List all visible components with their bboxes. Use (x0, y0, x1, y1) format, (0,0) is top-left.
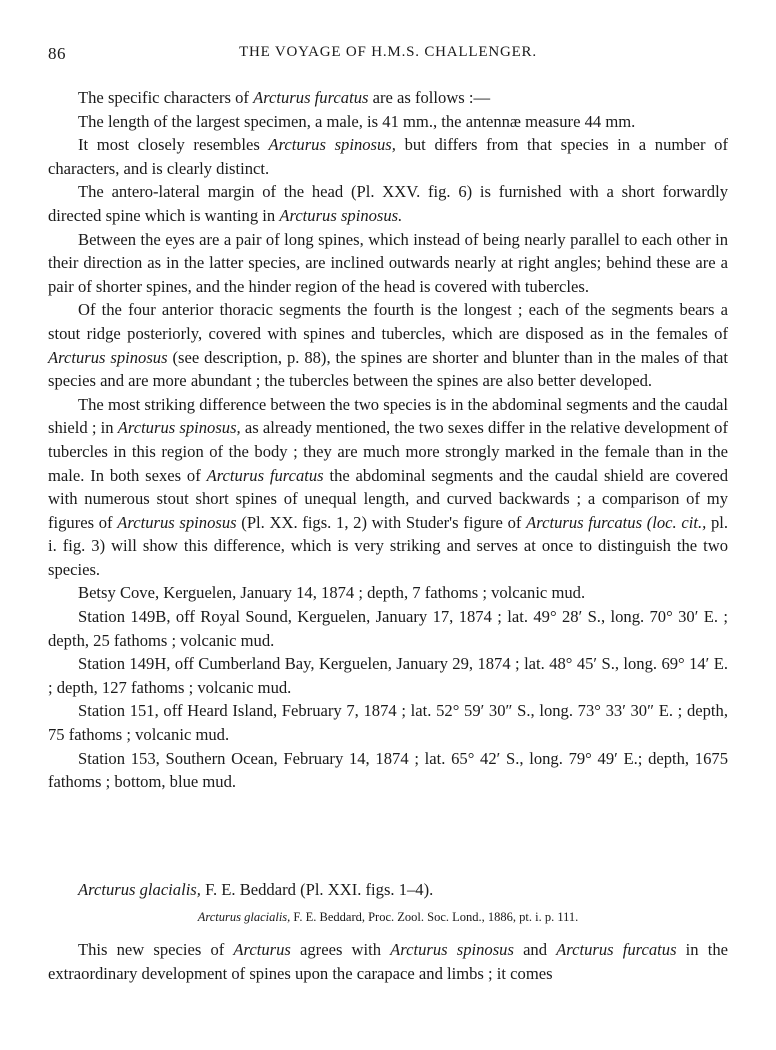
species-intro (48, 938, 728, 986)
paragraph-thoracic: Of the four anterior thoracic segments the fourth is the longest ; each of the segments bears a stout ridge posteriorly, covered with spines and tubercles, which are disposed as in the females of Arcturus spinosus (see description, p. 88), the spines are shorter and blunter than in the males of that species and are more abundant ; the tubercles between the spines are also better developed. (48, 300, 729, 391)
station-entry: Station 153, Southern Ocean, February 14, 1874 ; lat. 65° 42′ S., long. 79° 49′ E.; depth, 1675 fathoms ; bottom, blue mud. (48, 748, 728, 792)
paragraph-abdominal: The most striking difference between the two species is in the abdominal segments and the caudal shield ; in Arcturus spinosus, as already mentioned, the two sexes differ in the relative development of tubercles in this region of the body ; they are much more strongly marked in the female than in the male. In both sexes of Arcturus furcatus the abdominal segments and the caudal shield are covered with numerous stout short spines of unequal length, and curved backwards ; a comparison of my figures of Arcturus spinosus (Pl. XX. figs. 1, 2) with Studer's figure of Arcturus furcatus (loc. cit., pl. i. fig. 3) will show this difference, which is very striking and serves at once to distinguish the two species. (48, 394, 729, 579)
paragraph-resemblance: It most closely resembles Arcturus spinosus, but differs from that species in a number of characters, and is clearly distinct. (48, 135, 728, 178)
paragraph-specific-characters: The specific characters of Arcturus furcatus are as follows :— (78, 88, 491, 107)
species-citation: Arcturus glacialis, F. E. Beddard, Proc. Zool. Soc. Lond., 1886, pt. i. p. 111. (197, 910, 579, 924)
paragraph-length: The length of the largest specimen, a male, is 41 mm., the antennæ measure 44 mm. (78, 111, 636, 131)
station-entry: Station 151, off Heard Island, February 7, 1874 ; lat. 52° 59′ 30″ S., long. 73° 33′ 30″ E. ; depth, 75 fathoms ; volcanic mud. (48, 701, 728, 745)
species-section (48, 878, 728, 926)
station-entry: Betsy Cove, Kerguelen, January 14, 1874 ; depth, 7 fathoms ; volcanic mud. (78, 583, 586, 603)
body-text (48, 86, 728, 794)
station-entry: Station 149B, off Royal Sound, Kerguelen, January 17, 1874 ; lat. 49° 28′ S., long. 70° 30′ E. ; depth, 25 fathoms ; volcanic mud. (48, 607, 728, 650)
paragraph-eyes: Between the eyes are a pair of long spines, which instead of being nearly parallel to each other in their direction as in the latter species, are inclined outwards nearly at right angles; behind these are a pair of shorter spines, and the hinder region of the head is covered with tubercles. (48, 229, 728, 296)
species-heading: Arcturus glacialis, F. E. Beddard (Pl. XXI. figs. 1–4). (78, 880, 434, 899)
station-entry: Station 149H, off Cumberland Bay, Kerguelen, January 29, 1874 ; lat. 48° 45′ S., long. 69° 14′ E. ; depth, 127 fathoms ; volcanic mud. (48, 654, 728, 697)
page-number: 86 (48, 44, 66, 63)
running-title: THE VOYAGE OF H.M.S. CHALLENGER. (239, 44, 537, 60)
paragraph-intro: This new species of Arcturus agrees with Arcturus spinosus and Arcturus furcatus in the extraordinary development of spines upon the carapace and limbs ; it comes (48, 940, 728, 983)
page-header (48, 44, 728, 68)
paragraph-antero-lateral: The antero-lateral margin of the head (Pl. XXV. fig. 6) is furnished with a short forwardly directed spine which is wanting in Arcturus spinosus. (48, 182, 728, 225)
